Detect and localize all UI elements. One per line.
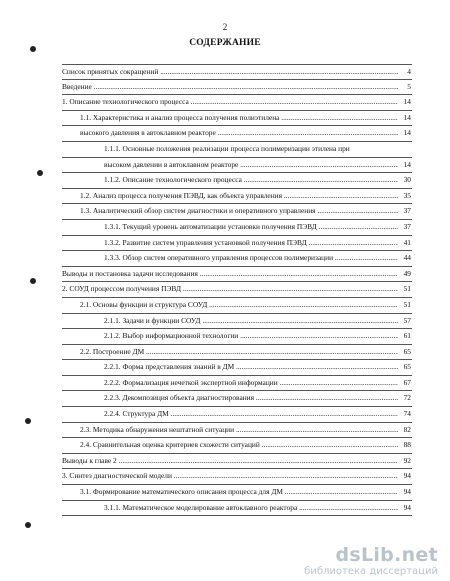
toc-entry[interactable] — [62, 329, 412, 345]
toc-entry-text: 1.3.2. Развитие систем управления установкой получения ПЭВД ..... — [62, 236, 398, 250]
punch-hole-dot — [25, 522, 31, 528]
toc-entry[interactable] — [62, 189, 412, 205]
toc-entry-text: 2.2.3. Декомпозиция объекта диагностирования ..... — [62, 391, 398, 405]
toc-entry[interactable] — [62, 267, 412, 283]
toc-entry-text: 2.3. Методика обнаружения нештатной ситуации ..... — [62, 423, 398, 437]
toc-entry-text: 3. Синтез диагностической модели ..... — [62, 469, 398, 483]
toc-entry[interactable] — [62, 173, 412, 189]
toc-entry-page: 88 — [403, 438, 411, 452]
toc-entry-page: 41 — [403, 236, 411, 250]
toc-entry[interactable] — [62, 469, 412, 485]
watermark-subtitle: библиотека диссертаций — [304, 566, 438, 577]
toc-entry[interactable] — [62, 282, 412, 298]
toc-entry-text: 2. СОУД процессом получения ПЭВД ..... — [62, 282, 398, 296]
watermark-logo: dsLib.net — [335, 544, 438, 566]
toc-entry-page: 14 — [403, 158, 411, 172]
toc-entry-page: 49 — [403, 267, 411, 281]
toc-entry[interactable] — [62, 314, 412, 330]
punch-hole-dot — [37, 170, 43, 176]
toc-entry-text: 2.1.1. Задачи и функции СОУД ..... — [62, 314, 398, 328]
toc-entry-page: 51 — [403, 282, 411, 296]
toc-entry[interactable] — [62, 80, 412, 96]
toc-entry[interactable] — [62, 407, 412, 423]
toc-entry-page: 14 — [403, 95, 411, 109]
toc-entry-page: 5 — [406, 80, 411, 94]
toc-entry-text: Выводы и постановка задачи исследования ..... — [62, 267, 398, 281]
toc-entry-page: 44 — [403, 251, 411, 265]
toc-entry-text: 2.2.1. Форма представления знаний в ДМ ..... — [62, 360, 398, 374]
toc-entry-text: 2.2.4. Структура ДМ ..... — [62, 407, 398, 421]
toc-entry[interactable] — [62, 220, 412, 236]
toc-entry-page: 37 — [403, 220, 411, 234]
page-number: 2 — [222, 22, 228, 32]
toc-entry-text: 2.4. Сравнительная оценка критериев схожести ситуаций ..... — [62, 438, 398, 452]
toc-entry[interactable] — [62, 360, 412, 376]
punch-hole-dot — [30, 278, 36, 284]
toc-entry[interactable] — [62, 111, 412, 127]
toc-entry[interactable] — [62, 438, 412, 454]
toc-entry-text: 2.2.2. Формализация нечеткой экспертной информации ..... — [62, 376, 398, 390]
toc-entry-text: Введение ..... — [62, 80, 398, 94]
toc-entry-page: 74 — [403, 407, 411, 421]
toc-entry-text: 1.3.3. Обзор систем оперативного управления процессов полимеризации ..... — [62, 251, 398, 265]
toc-entry[interactable] — [62, 126, 412, 142]
toc-entry-text: 2.1.2. Выбор информационной технологии ..... — [62, 329, 398, 343]
table-of-contents — [62, 64, 412, 516]
toc-entry-text: 3.1. Формирование математического описания процесса для ДМ ..... — [62, 485, 398, 499]
toc-entry[interactable] — [62, 345, 412, 361]
toc-entry[interactable] — [62, 142, 412, 158]
toc-entry-text: Список принятых сокращений ..... — [62, 65, 398, 79]
toc-entry[interactable] — [62, 95, 412, 111]
toc-entry-text: 1.2. Анализ процесса получения ПЭВД, как объекта управления ..... — [62, 189, 398, 203]
watermark — [304, 544, 438, 577]
toc-entry[interactable] — [62, 423, 412, 439]
toc-entry-page: 51 — [403, 298, 411, 312]
toc-entry[interactable] — [62, 501, 412, 517]
toc-entry-page: 94 — [403, 485, 411, 499]
toc-entry[interactable] — [62, 251, 412, 267]
toc-entry-page: 65 — [403, 345, 411, 359]
toc-entry-text: 1.3. Аналитический обзор систем диагностики и оперативного управления ..... — [62, 204, 398, 218]
toc-entry[interactable] — [62, 236, 412, 252]
toc-entry-page: 67 — [403, 376, 411, 390]
toc-entry[interactable] — [62, 64, 412, 80]
toc-entry-text: 1.1. Характеристика и анализ процесса получения полиэтилена ..... — [62, 111, 398, 125]
toc-entry-text: 2.2. Построение ДМ ..... — [62, 345, 398, 359]
toc-entry-page: 37 — [403, 204, 411, 218]
punch-hole-dot — [30, 46, 36, 52]
toc-entry-page: 57 — [403, 314, 411, 328]
toc-entry-page: 72 — [403, 391, 411, 405]
toc-entry-page: 4 — [406, 65, 411, 79]
toc-entry[interactable] — [62, 376, 412, 392]
toc-entry-page: 30 — [403, 173, 411, 187]
toc-entry-page: 94 — [403, 469, 411, 483]
toc-entry-text: 1. Описание технологического процесса ..... — [62, 95, 398, 109]
toc-entry-text: высокого давления в автоклавном реакторе ..... — [62, 126, 398, 140]
toc-entry-text: 3.1.1. Математическое моделирование автоклавного реактора ..... — [62, 501, 398, 515]
toc-entry-text: высоком давлении в автоклавном реакторе ..... — [62, 158, 398, 172]
toc-entry-text: 2.1. Основы функции и структура СОУД ..... — [62, 298, 398, 312]
page-title: СОДЕРЖАНИЕ — [189, 38, 261, 48]
toc-entry-page: 65 — [403, 360, 411, 374]
toc-entry-page: 35 — [403, 189, 411, 203]
toc-entry-page: 14 — [403, 126, 411, 140]
toc-entry[interactable] — [62, 158, 412, 174]
toc-entry[interactable] — [62, 298, 412, 314]
toc-entry-page: 61 — [403, 329, 411, 343]
toc-entry-text: 1.1.1. Основные положения реализации процесса полимеризации этилена при — [104, 143, 350, 153]
toc-entry[interactable] — [62, 204, 412, 220]
toc-entry[interactable] — [62, 391, 412, 407]
toc-entry-page: 14 — [403, 111, 411, 125]
toc-entry-text: 1.3.1. Текущий уровень автоматизации установки получения ПЭВД ..... — [62, 220, 398, 234]
toc-entry-page: 92 — [403, 454, 411, 468]
toc-entry[interactable] — [62, 485, 412, 501]
toc-entry-text: Выводы к главе 2 ..... — [62, 454, 398, 468]
punch-hole-dot — [25, 418, 31, 424]
toc-entry-page: 82 — [403, 423, 411, 437]
toc-entry-text: 1.1.2. Описание технологического процесса ..... — [62, 173, 398, 187]
toc-entry[interactable] — [62, 454, 412, 470]
toc-entry-page: 94 — [403, 501, 411, 515]
